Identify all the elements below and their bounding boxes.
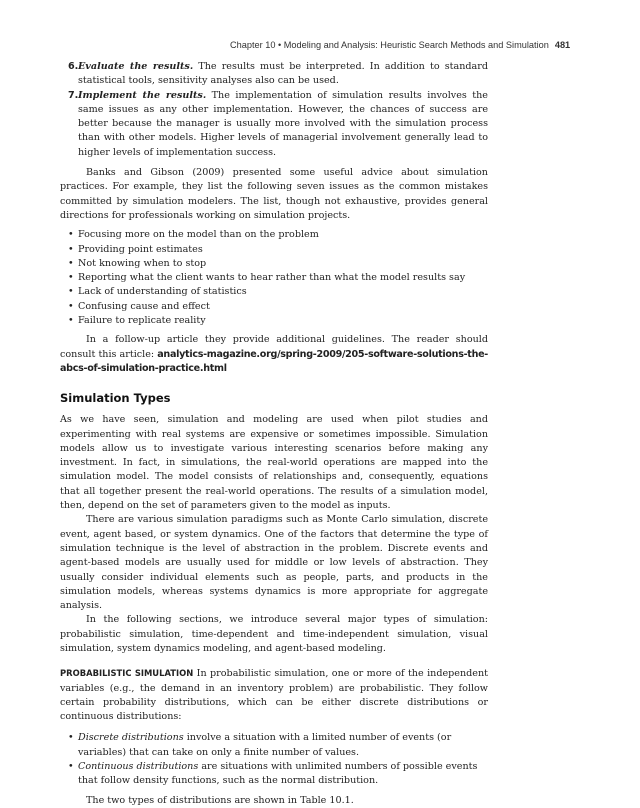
final-paragraph: The two types of distributions are shown in Table 10.1. [86, 794, 354, 806]
distributions-list [60, 731, 488, 788]
probabilistic-text: In probabilistic simulation, one or more of the independent variables (e.g., the demand in an inventory problem) are probabilistic. They follow certain probability distributions, which can be either discrete distributions or continuous distributions: [60, 668, 488, 723]
probabilistic-paragraph [60, 666, 488, 724]
run-in-heading: PROBABILISTIC SIMULATION [60, 668, 194, 679]
article-link[interactable]: analytics-magazine.org/spring-2009/205-software-solutions-the-abcs-of-simulation-practice.html [60, 348, 488, 374]
list-item [78, 760, 488, 789]
list-item [78, 731, 488, 760]
item-title: Implement the results. [78, 89, 207, 101]
list-item: • Failure to replicate reality [78, 314, 488, 328]
followup-text: In a follow-up article they provide additional guidelines. The reader should consult this article: [60, 334, 488, 360]
banks-paragraph: Banks and Gibson (2009) presented some useful advice about simulation practices. For example, they list the following seven issues as the common mistakes committed by simulation modelers. The list, though not exhaustive, provides general directions for professionals working on simulation projects. [60, 167, 488, 221]
sim-types-paragraph: There are various simulation paradigms such as Monte Carlo simulation, discrete event, agent based, or system dynamics. One of the factors that determine the type of simulation technique is the level of abstraction in the problem. Discrete events and agent-based models are usually used for middle or low levels of abstraction. They usually consider individual elements such as people, parts, and products in the simulation models, whereas systems dynamics is more appropriate for aggregate analysis. [60, 514, 488, 612]
list-item: • Providing point estimates [78, 243, 488, 257]
term: Discrete distributions [78, 732, 184, 744]
item-text: The implementation of simulation results involves the same issues as any other implementation. However, the chances of success are better because the manager is usually more involved with the simulation process than with other models. Higher levels of managerial involvement generally lead to higher levels of implementation success. [78, 89, 488, 158]
numbered-item [60, 60, 488, 89]
sim-types-paragraph: As we have seen, simulation and modeling are used when pilot studies and experimenting with real systems are expensive or sometimes impossible. Simulation models allow us to investigate various interesting scenarios before making any investment. In fact, in simulations, the real-world operations are mapped into the simulation model. The model consists of relationships and, consequently, equations that all together present the real-world operations. The results of a simulation model, then, depend on the set of parameters given to the model as inputs. [60, 414, 488, 512]
term-desc: are situations with unlimited numbers of possible events that follow density functions, such as the normal distribution. [78, 761, 478, 787]
item-text: The results must be interpreted. In addition to standard statistical tools, sensitivity analyses also can be used. [78, 61, 488, 87]
list-item: • Not knowing when to stop [78, 257, 488, 271]
numbered-item [60, 89, 488, 160]
page-number: 481 [554, 40, 571, 50]
mistakes-list [60, 228, 488, 328]
term: Continuous distributions [78, 761, 199, 773]
list-item: • Lack of understanding of statistics [78, 285, 488, 299]
list-item: • Focusing more on the model than on the problem [78, 228, 488, 242]
list-item: • Reporting what the client wants to hear rather than what the model results say [78, 271, 488, 285]
list-item: • Confusing cause and effect [78, 300, 488, 314]
term-desc: involve a situation with a limited number of events (or variables) that can take on only a finite number of values. [78, 732, 452, 758]
followup-paragraph [60, 333, 488, 376]
sim-types-paragraph: In the following sections, we introduce several major types of simulation: probabilistic simulation, time-dependent and time-independent simulation, visual simulation, system dynamics modeling, and agent-based modeling. [60, 614, 488, 654]
section-heading: Simulation Types [60, 391, 171, 406]
running-header [230, 40, 600, 50]
item-title: Evaluate the results. [78, 61, 194, 72]
item-number: 6. [68, 61, 79, 72]
running-title: Chapter 10 • Modeling and Analysis: Heuristic Search Methods and Simulation [230, 40, 549, 50]
page-body [60, 60, 488, 808]
item-number: 7. [68, 89, 79, 101]
